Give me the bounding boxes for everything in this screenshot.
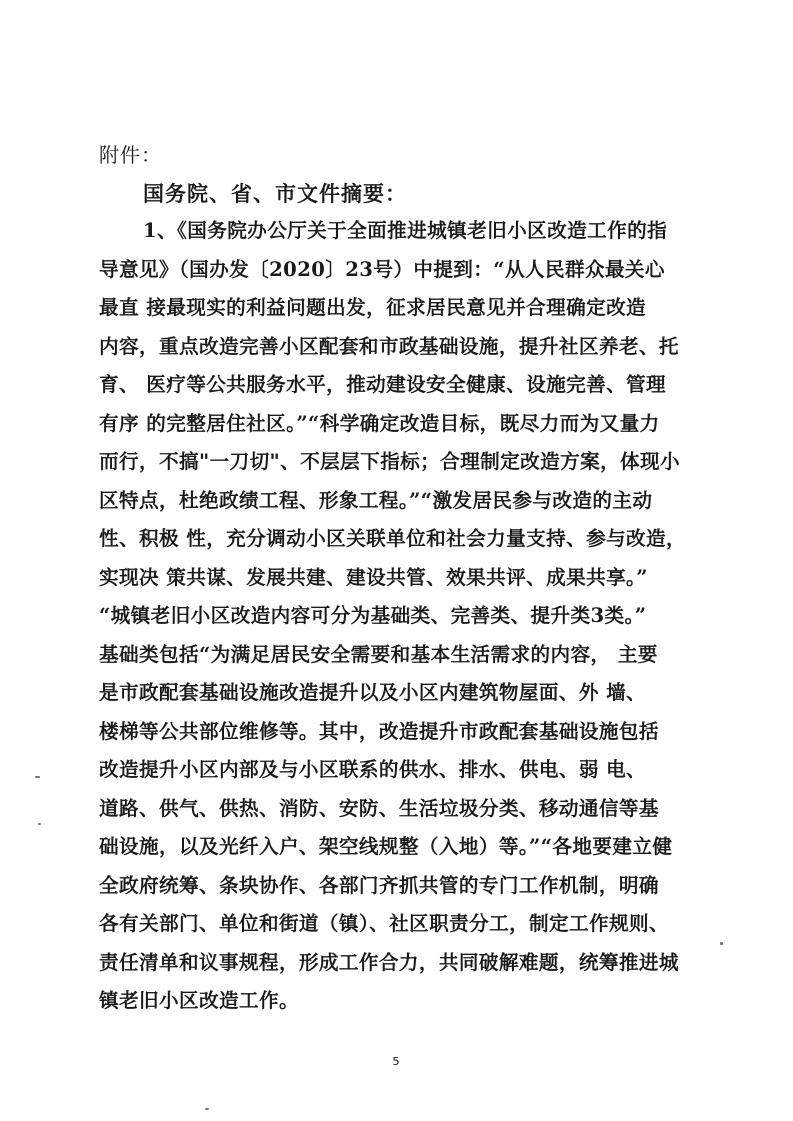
scan-speck xyxy=(205,1108,209,1110)
scan-speck xyxy=(720,942,723,945)
body-line: 内容，重点改造完善小区配套和市政基础设施，提升社区养老、托 xyxy=(99,334,679,358)
page-number: 5 xyxy=(392,1055,400,1068)
scan-speck xyxy=(38,823,41,825)
body-paragraph xyxy=(99,212,739,1021)
body-line: 镇老旧小区改造工作。 xyxy=(99,989,299,1012)
body-line: 最直 接最现实的利益问题出发，征求居民意见并合理确定改造 xyxy=(99,296,647,319)
body-line: 础设施，以及光纤入户、架空线规整（入地）等。”“各地要建立健 xyxy=(99,835,673,858)
body-line: 责任清单和议事规程，形成工作合力，共同破解难题，统筹推进城 xyxy=(99,950,679,974)
body-line: 有序 的完整居住社区。”“科学确定改造目标，既尽力而为又量力 xyxy=(99,411,660,435)
body-line: 各有关部门、单位和街道（镇）、社区职责分工，制定工作规则、 xyxy=(99,912,670,935)
section-heading: 国务院、省、市文件摘要： xyxy=(143,181,407,206)
body-line: 1、《国务院办公厅关于全面推进城镇老旧小区改造工作的指 xyxy=(143,219,668,242)
body-line: 改造提升小区内部及与小区联系的供水、排水、供电、弱 电、 xyxy=(99,758,647,781)
body-line: 性、积极 性，充分调动小区关联单位和社会力量支持、参与改造， xyxy=(99,527,687,550)
attachment-label: 附件： xyxy=(99,143,162,167)
body-line: 导意见》（国办发〔2020〕23号）中提到：“从人民群众最关心 xyxy=(99,257,665,281)
body-line: 基础类包括“为满足居民安全需要和基本生活需求的内容， 主要 xyxy=(99,642,658,666)
body-line: 实现决 策共谋、发展共建、建设共管、效果共评、成果共享。” xyxy=(99,565,648,589)
scan-speck xyxy=(35,776,40,778)
body-line: “城镇老旧小区改造内容可分为基础类、完善类、提升类3类。” xyxy=(99,604,647,627)
body-line: 全政府统筹、条块协作、各部门齐抓共管的专门工作机制，明确 xyxy=(99,873,659,897)
body-line: 而行，不搞"一刀切"、不层层下指标；合理制定改造方案，体现小 xyxy=(99,450,681,473)
body-line: 道路、供气、供热、消防、安防、生活垃圾分类、移动通信等基 xyxy=(99,796,659,820)
body-line: 楼梯等公共部位维修等。其中，改造提升市政配套基础设施包括 xyxy=(99,719,659,743)
body-line: 育、 医疗等公共服务水平，推动建设安全健康、设施完善、管理 xyxy=(99,373,667,396)
body-line: 是市政配套基础设施改造提升以及小区内建筑物屋面、外 墙、 xyxy=(99,681,647,704)
body-line: 区特点，杜绝政绩工程、形象工程。”“激发居民参与改造的主动 xyxy=(99,488,653,512)
